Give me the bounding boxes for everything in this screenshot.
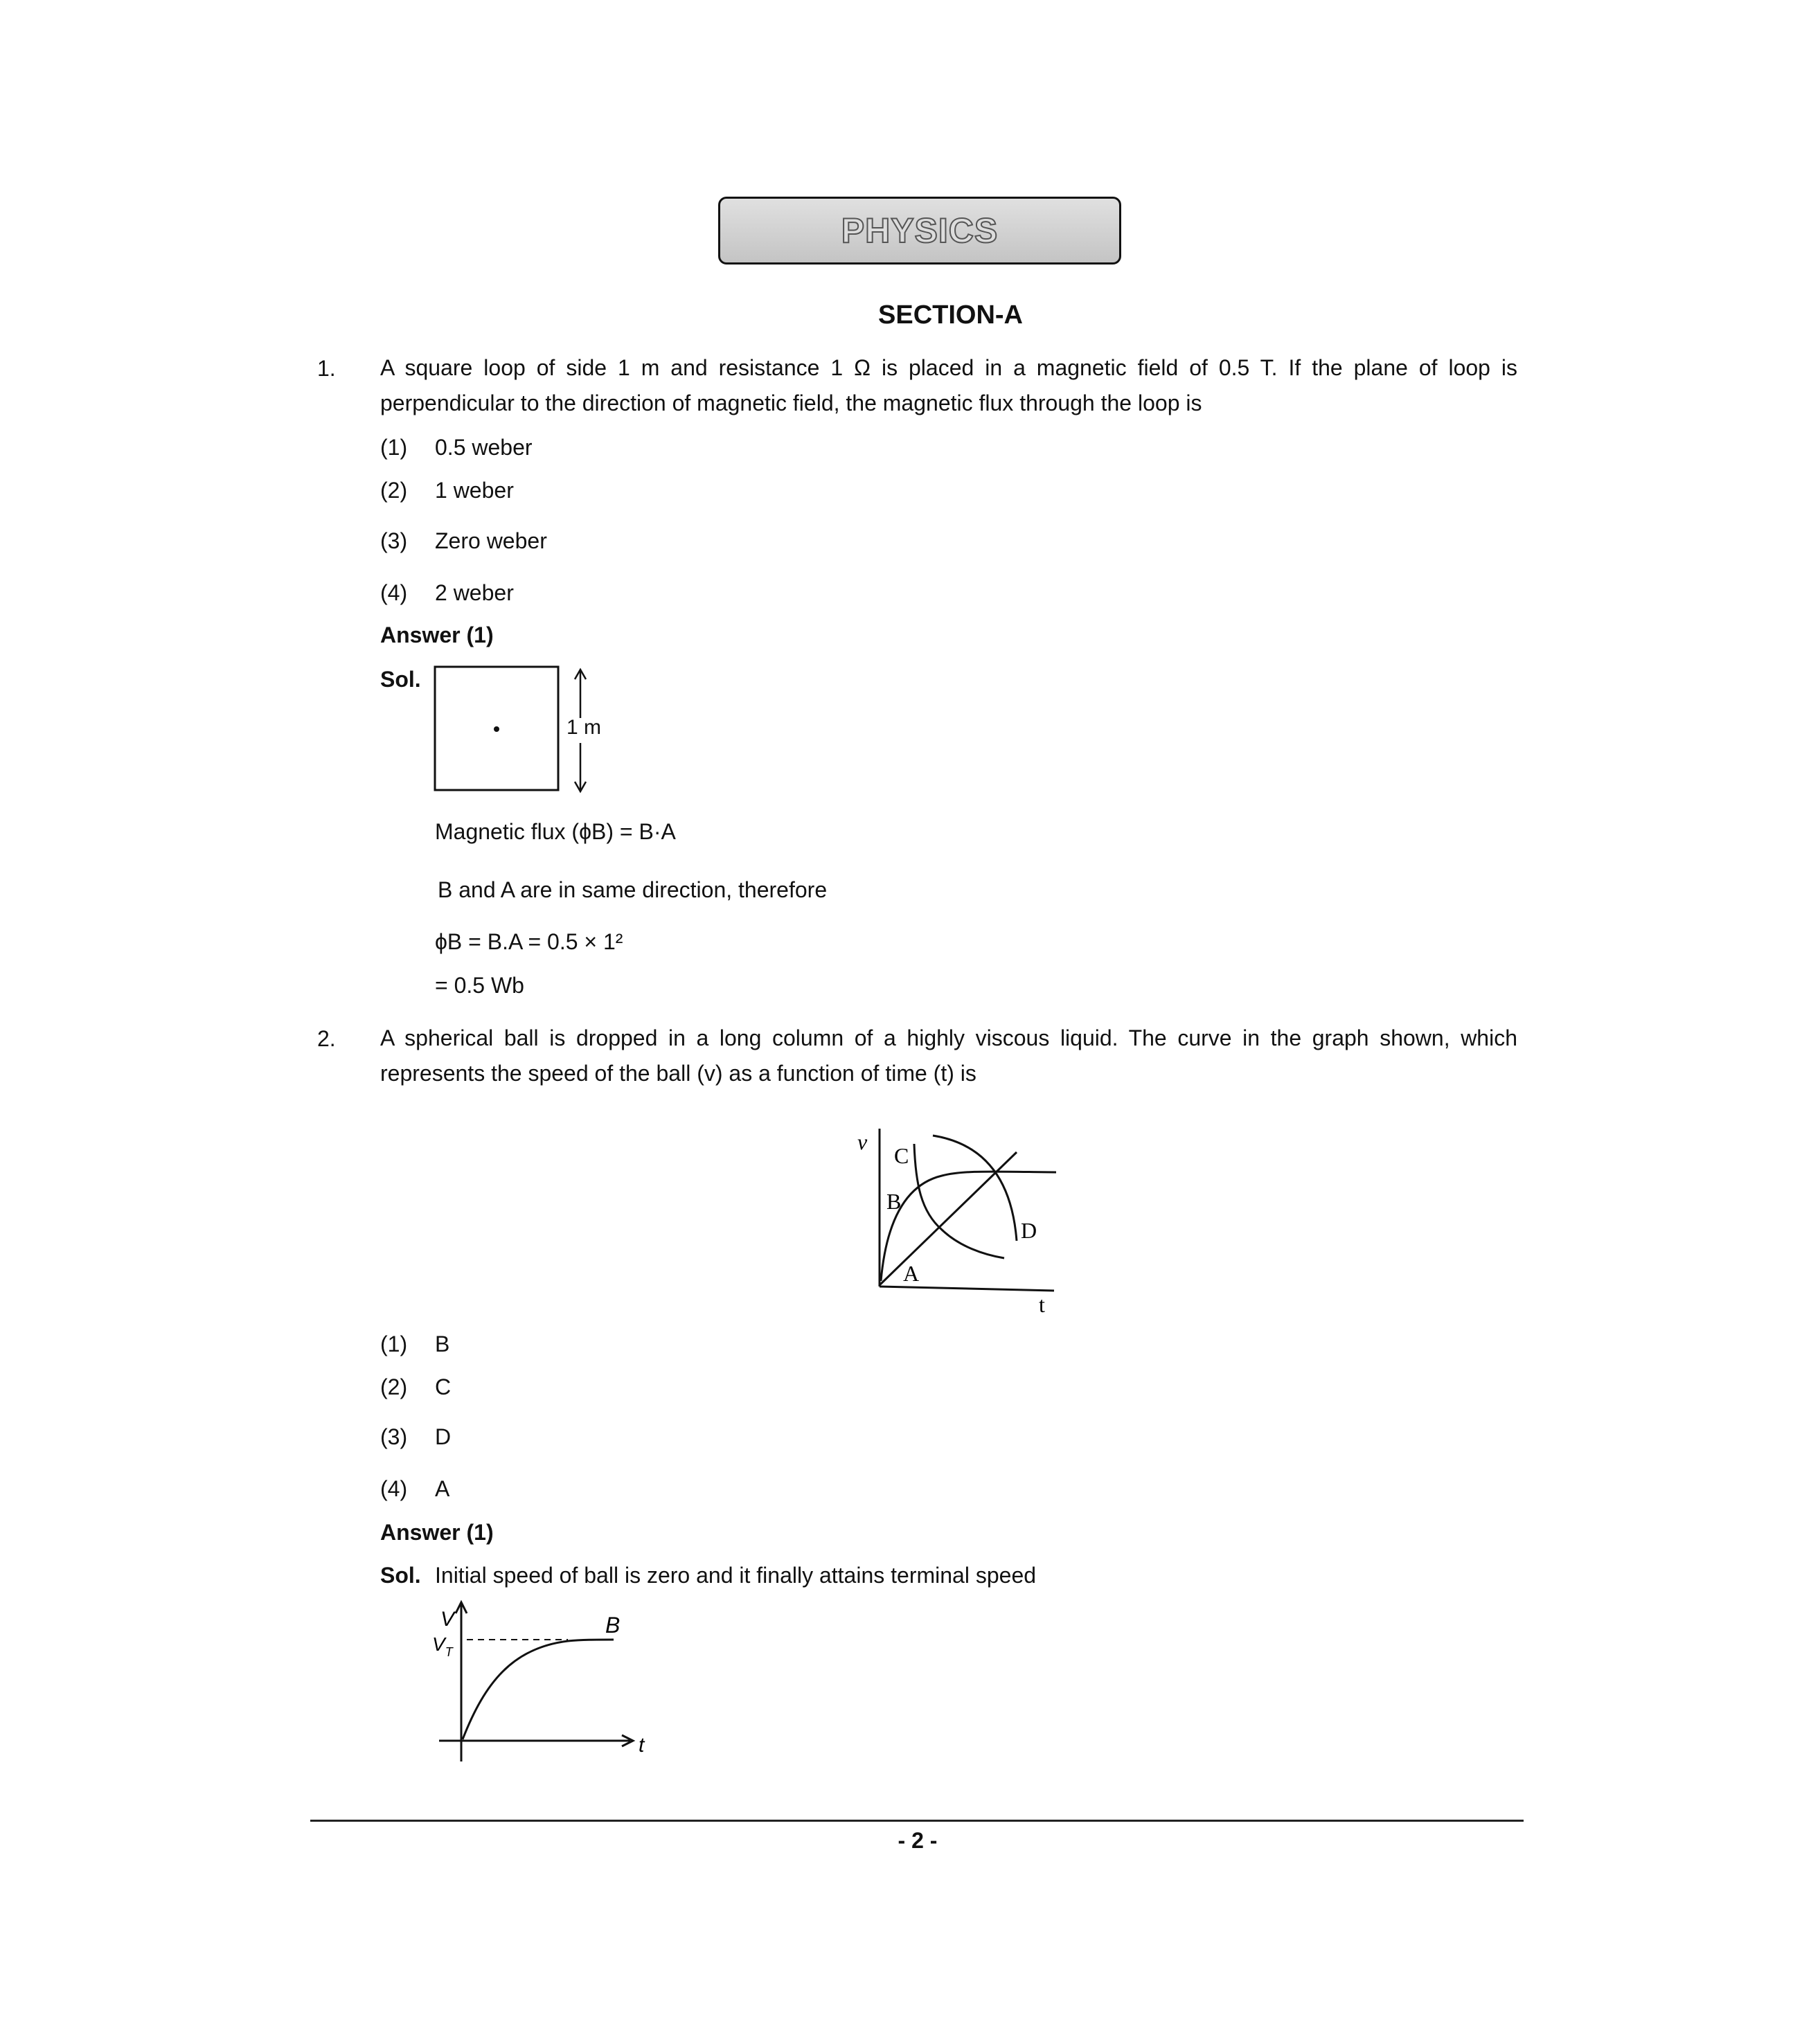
terminal-velocity-label: $V_T$ bbox=[432, 1633, 453, 1659]
footer-divider bbox=[310, 1820, 1524, 1822]
q1-option-2: 1 weber bbox=[435, 478, 514, 503]
curve-b bbox=[463, 1640, 614, 1739]
curve-label-a: A bbox=[903, 1261, 920, 1286]
question-1-number: 1. bbox=[317, 356, 336, 381]
q1-option-3: Zero weber bbox=[435, 528, 547, 553]
q2-option-1-label: (1) bbox=[380, 1332, 408, 1356]
q2-option-3: D bbox=[435, 1424, 452, 1449]
q1-solution-line-4: = 0.5 Wb bbox=[435, 973, 524, 998]
q1-solution-line-1: Magnetic flux (ϕB) = B·A bbox=[435, 819, 676, 844]
square-loop-figure bbox=[429, 661, 637, 800]
question-2-number: 2. bbox=[317, 1026, 336, 1051]
question-1-text: A square loop of side 1 m and resistance 1 Ω is placed in a magnetic field of 0.5 T. If the plane of loop is perpendicular to the direction of magnetic field, the magnetic flux through the loop is bbox=[380, 355, 1517, 415]
q2-sol-label: Sol. bbox=[380, 1563, 421, 1588]
y-axis-label: v bbox=[857, 1129, 868, 1154]
q2-answer: Answer (1) bbox=[380, 1520, 494, 1545]
loop-side-label: 1 m bbox=[567, 716, 602, 739]
question-2-text: A spherical ball is dropped in a long column of a highly viscous liquid. The curve in the graph shown, which represents the speed of the ball (v) as a function of time (t) is bbox=[380, 1025, 1517, 1086]
subject-banner bbox=[718, 197, 1121, 265]
q2-option-2-label: (2) bbox=[380, 1374, 408, 1399]
q1-option-1-label: (1) bbox=[380, 435, 408, 460]
x-axis-label: t bbox=[1039, 1292, 1045, 1316]
q2-solution-text: Initial speed of ball is zero and it finally attains terminal speed bbox=[435, 1563, 1037, 1588]
curve-c bbox=[914, 1144, 1004, 1258]
curve-label-b: B bbox=[886, 1189, 902, 1214]
page-number: - 2 - bbox=[898, 1828, 938, 1853]
x-axis bbox=[880, 1287, 1054, 1291]
q2-option-4-label: (4) bbox=[380, 1476, 408, 1501]
curve-label-c: C bbox=[894, 1143, 909, 1168]
x-axis-label: t bbox=[639, 1734, 645, 1757]
velocity-time-graph bbox=[831, 1108, 1067, 1316]
q2-option-3-label: (3) bbox=[380, 1424, 408, 1449]
q1-option-3-label: (3) bbox=[380, 528, 408, 553]
y-axis-label: V bbox=[440, 1608, 455, 1631]
q2-option-1: B bbox=[435, 1332, 450, 1356]
q1-option-4: 2 weber bbox=[435, 580, 514, 605]
q1-solution-line-2: B and A are in same direction, therefore bbox=[438, 877, 828, 902]
q2-option-4: A bbox=[435, 1476, 450, 1501]
q1-sol-label: Sol. bbox=[380, 667, 421, 692]
curve-label-b: B bbox=[605, 1613, 621, 1638]
q1-option-4-label: (4) bbox=[380, 580, 408, 605]
field-dot bbox=[494, 726, 499, 732]
q1-option-1: 0.5 weber bbox=[435, 435, 533, 460]
q1-option-2-label: (2) bbox=[380, 478, 408, 503]
q1-solution-line-3: ϕB = B.A = 0.5 × 1² bbox=[435, 929, 623, 954]
curve-label-d: D bbox=[1021, 1218, 1037, 1243]
subject-title: PHYSICS bbox=[841, 211, 999, 250]
curve-d bbox=[933, 1136, 1017, 1241]
terminal-velocity-graph bbox=[374, 1593, 679, 1766]
q2-option-2: C bbox=[435, 1374, 452, 1399]
section-heading: SECTION-A bbox=[878, 301, 1023, 330]
q1-answer: Answer (1) bbox=[380, 622, 494, 647]
